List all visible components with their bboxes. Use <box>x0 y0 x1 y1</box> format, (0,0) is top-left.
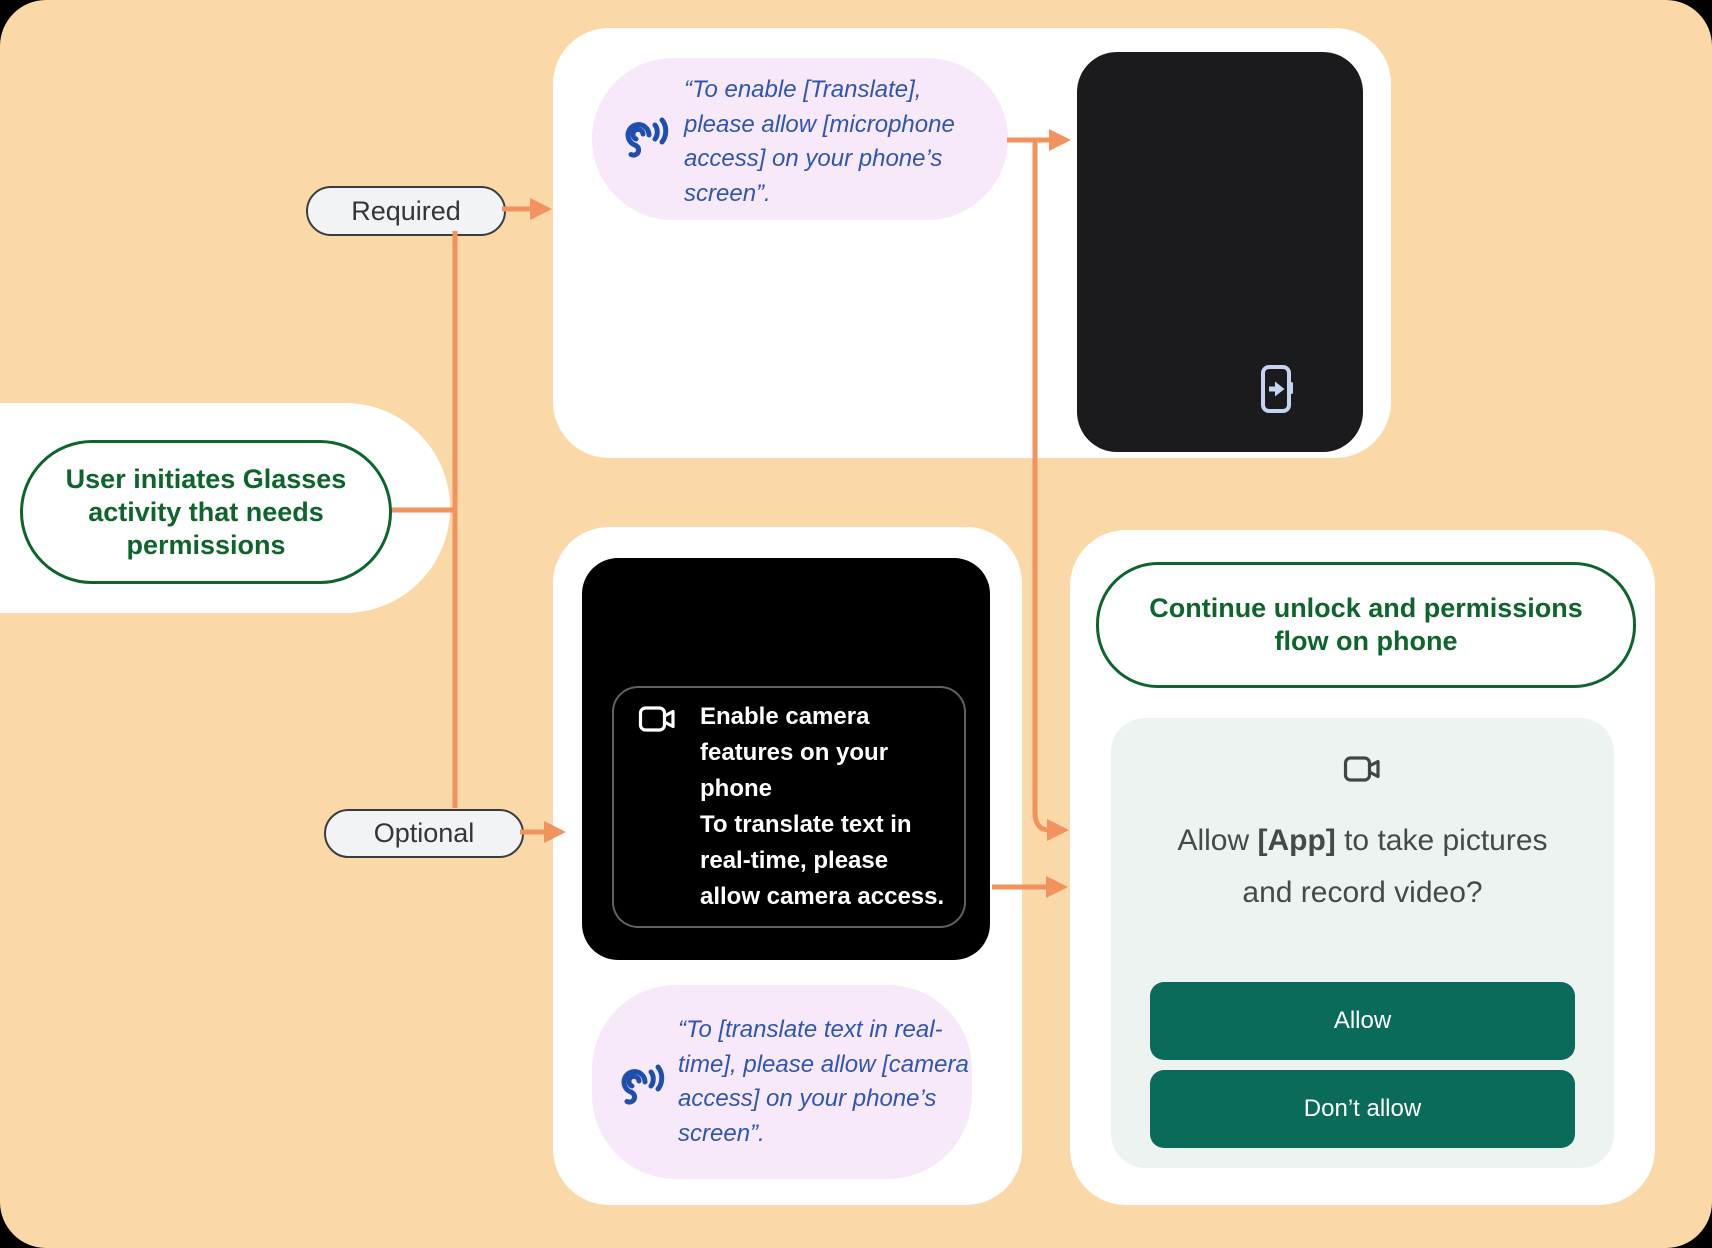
card-required-flow <box>553 28 1391 458</box>
glasses-camera-dialog <box>612 686 966 928</box>
videocam-icon <box>638 704 678 739</box>
card-optional-flow <box>553 527 1022 1205</box>
phone-permission-panel <box>1111 718 1614 1168</box>
card-phone-flow <box>1070 530 1655 1205</box>
hearing-icon <box>618 114 670 167</box>
permission-question-line1 <box>1111 824 1614 858</box>
continue-flow-line: flow on phone <box>1274 626 1458 656</box>
voice-prompt-camera-line: access] on your phone’s <box>678 1085 937 1112</box>
allow-button[interactable]: Allow <box>1150 982 1575 1060</box>
voice-prompt-camera-line: time], please allow [camera <box>678 1050 969 1078</box>
permission-question-app: [App] <box>1257 824 1336 857</box>
arrowhead <box>1047 819 1069 841</box>
start-node-line: User initiates Glasses <box>65 463 347 494</box>
videocam-icon <box>1343 754 1383 789</box>
optional-tag: Optional <box>324 809 524 858</box>
voice-prompt-mic-line: access] on your phone’s <box>684 145 943 172</box>
glasses-dialog-body-line: allow camera access. <box>700 883 945 910</box>
start-node <box>20 440 392 584</box>
voice-prompt-camera-line: “To [translate text in real- <box>678 1016 943 1043</box>
hearing-icon <box>614 1061 666 1114</box>
glasses-dialog-title-line: phone <box>700 775 772 802</box>
arrowhead <box>1046 876 1068 898</box>
dont-allow-button[interactable]: Don’t allow <box>1150 1070 1575 1148</box>
voice-prompt-camera-bubble <box>592 985 972 1179</box>
glasses-screen-blank <box>1077 52 1363 452</box>
permission-question-suffix: to take pictures <box>1335 824 1548 857</box>
continue-flow-line: Continue unlock and permissions <box>1149 593 1583 623</box>
start-node-line: permissions <box>126 529 286 560</box>
permission-question-prefix: Allow <box>1177 824 1258 857</box>
open-on-phone-icon <box>1260 364 1294 419</box>
arrowhead <box>530 198 552 220</box>
required-tag: Required <box>306 186 506 236</box>
continue-flow-node <box>1096 562 1636 688</box>
voice-prompt-camera-line: screen”. <box>678 1119 765 1147</box>
voice-prompt-mic-bubble <box>592 58 1008 220</box>
permission-question-line2: and record video? <box>1242 876 1483 909</box>
voice-prompt-mic-line: please allow [microphone <box>684 110 955 138</box>
glasses-dialog-title-line: Enable camera <box>700 703 870 730</box>
glasses-screen-camera <box>582 558 990 960</box>
voice-prompt-mic-line: screen”. <box>684 179 771 207</box>
voice-prompt-mic-line: “To enable [Translate], <box>684 76 922 103</box>
glasses-dialog-body-line: real-time, please <box>700 847 889 874</box>
glasses-dialog-body-line: To translate text in <box>700 811 912 838</box>
glasses-dialog-title-line: features on your <box>700 739 889 766</box>
start-node-line: activity that needs <box>88 496 324 527</box>
